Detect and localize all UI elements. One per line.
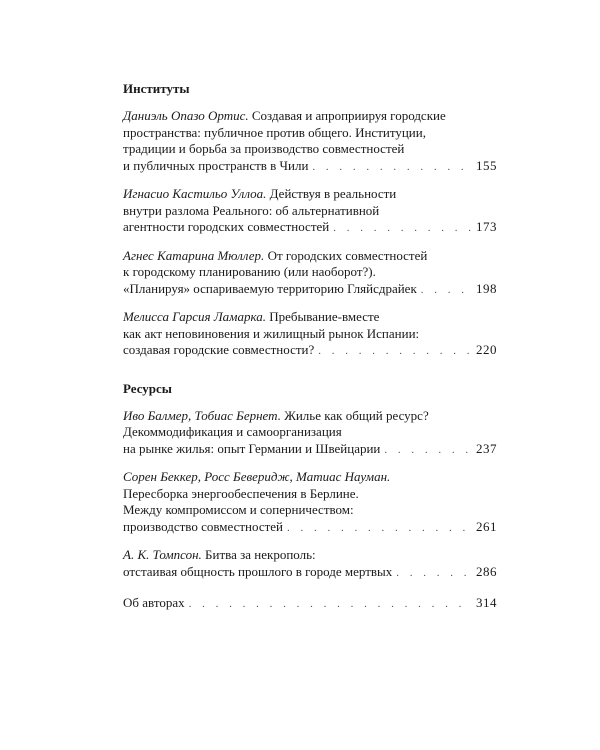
page-number: 261 bbox=[476, 518, 497, 534]
dot-leader bbox=[396, 565, 471, 582]
entry-author: Агнес Катарина Мюллер. bbox=[123, 247, 265, 263]
toc-entry bbox=[123, 547, 497, 581]
entry-author: Иво Балмер, Тобиас Бернет. bbox=[123, 407, 281, 423]
entry-title-end: и публичных пространств в Чили bbox=[123, 157, 309, 173]
entry-title-end: производство совместностей bbox=[123, 518, 284, 534]
entry-last-line bbox=[123, 281, 497, 299]
entry-title-start: От городских совместностей bbox=[267, 247, 428, 263]
entry-author: Игнасио Кастильо Уллоа. bbox=[123, 186, 267, 201]
entry-first-line bbox=[123, 469, 497, 486]
entry-title-start: Пребывание-вместе bbox=[269, 309, 380, 324]
entry-title-end: «Планируя» оспариваемую территорию Гляйсдрайек bbox=[123, 280, 417, 296]
entry-title-end: на рынке жилья: опыт Германии и Швейцарии bbox=[123, 440, 381, 456]
toc-entry bbox=[123, 469, 497, 536]
page-number: 155 bbox=[476, 157, 497, 173]
dot-leader bbox=[189, 596, 471, 613]
entry-first-line bbox=[123, 309, 497, 326]
entry-title-end: отстаивая общность прошлого в городе мертвых bbox=[123, 563, 393, 579]
entry-first-line bbox=[123, 248, 497, 265]
section-title-resources: Ресурсы bbox=[123, 380, 172, 396]
toc-entry bbox=[123, 408, 497, 459]
entry-title-end: создавая городские совместности? bbox=[123, 342, 315, 357]
page-number: 314 bbox=[476, 595, 497, 610]
dot-leader bbox=[318, 343, 471, 360]
entry-last-line bbox=[123, 441, 497, 459]
entry-author: Даниэль Опазо Ортис. bbox=[123, 108, 249, 123]
entry-last-line bbox=[123, 219, 497, 237]
entry-last-line bbox=[123, 595, 497, 613]
entry-last-line bbox=[123, 342, 497, 360]
page-number: 173 bbox=[476, 219, 497, 234]
entry-first-line bbox=[123, 408, 497, 425]
toc-entry bbox=[123, 108, 497, 175]
entry-title-start: Битва за некрополь: bbox=[205, 547, 316, 562]
entry-title-line: Между компромиссом и соперничеством: bbox=[123, 502, 354, 517]
dot-leader bbox=[384, 442, 471, 459]
entry-last-line bbox=[123, 519, 497, 537]
section-title-institutions: Институты bbox=[123, 81, 190, 96]
entry-title-line: пространства: публичное против общего. Институции, bbox=[123, 124, 426, 140]
entry-title-start: Создавая и апроприируя городские bbox=[251, 108, 446, 123]
page-number: 237 bbox=[476, 440, 497, 456]
entry-title-line: традиции и борьба за производство совместностей bbox=[123, 141, 405, 156]
entry-author: Сорен Беккер, Росс Беверидж, Матиас Науман. bbox=[123, 469, 391, 484]
toc-entry bbox=[123, 186, 497, 237]
table-of-contents bbox=[123, 80, 497, 624]
about-authors-label: Об авторах bbox=[123, 595, 185, 610]
entry-title-start: Действуя в реальности bbox=[269, 186, 397, 201]
entry-title-line: Декоммодификация и самоорганизация bbox=[123, 424, 342, 439]
entry-first-line bbox=[123, 186, 497, 203]
entry-last-line bbox=[123, 564, 497, 582]
page-number: 198 bbox=[476, 280, 497, 296]
entry-author: А. К. Томпсон. bbox=[123, 547, 202, 562]
entry-author: Мелисса Гарсия Ламарка. bbox=[123, 309, 266, 324]
entry-title-end: агентности городских совместностей bbox=[123, 219, 330, 234]
dot-leader bbox=[287, 520, 471, 537]
entry-first-line bbox=[123, 108, 497, 125]
entry-title-line: к городскому планированию (или наоборот?). bbox=[123, 264, 376, 279]
entry-title-start: Жилье как общий ресурс? bbox=[284, 407, 429, 423]
dot-leader bbox=[421, 282, 471, 299]
page-number: 220 bbox=[476, 342, 497, 357]
entry-title-line: как акт неповиновения и жилищный рынок Испании: bbox=[123, 325, 420, 341]
page-number: 286 bbox=[476, 563, 497, 579]
dot-leader bbox=[333, 220, 471, 237]
dot-leader bbox=[312, 159, 471, 176]
entry-title-line: внутри разлома Реального: об альтернативной bbox=[123, 202, 380, 218]
entry-first-line bbox=[123, 547, 497, 564]
toc-entry-about-authors bbox=[123, 595, 497, 613]
toc-entry bbox=[123, 248, 497, 299]
entry-last-line bbox=[123, 158, 497, 176]
entry-title-line: Пересборка энергообеспечения в Берлине. bbox=[123, 485, 359, 501]
toc-entry bbox=[123, 309, 497, 360]
